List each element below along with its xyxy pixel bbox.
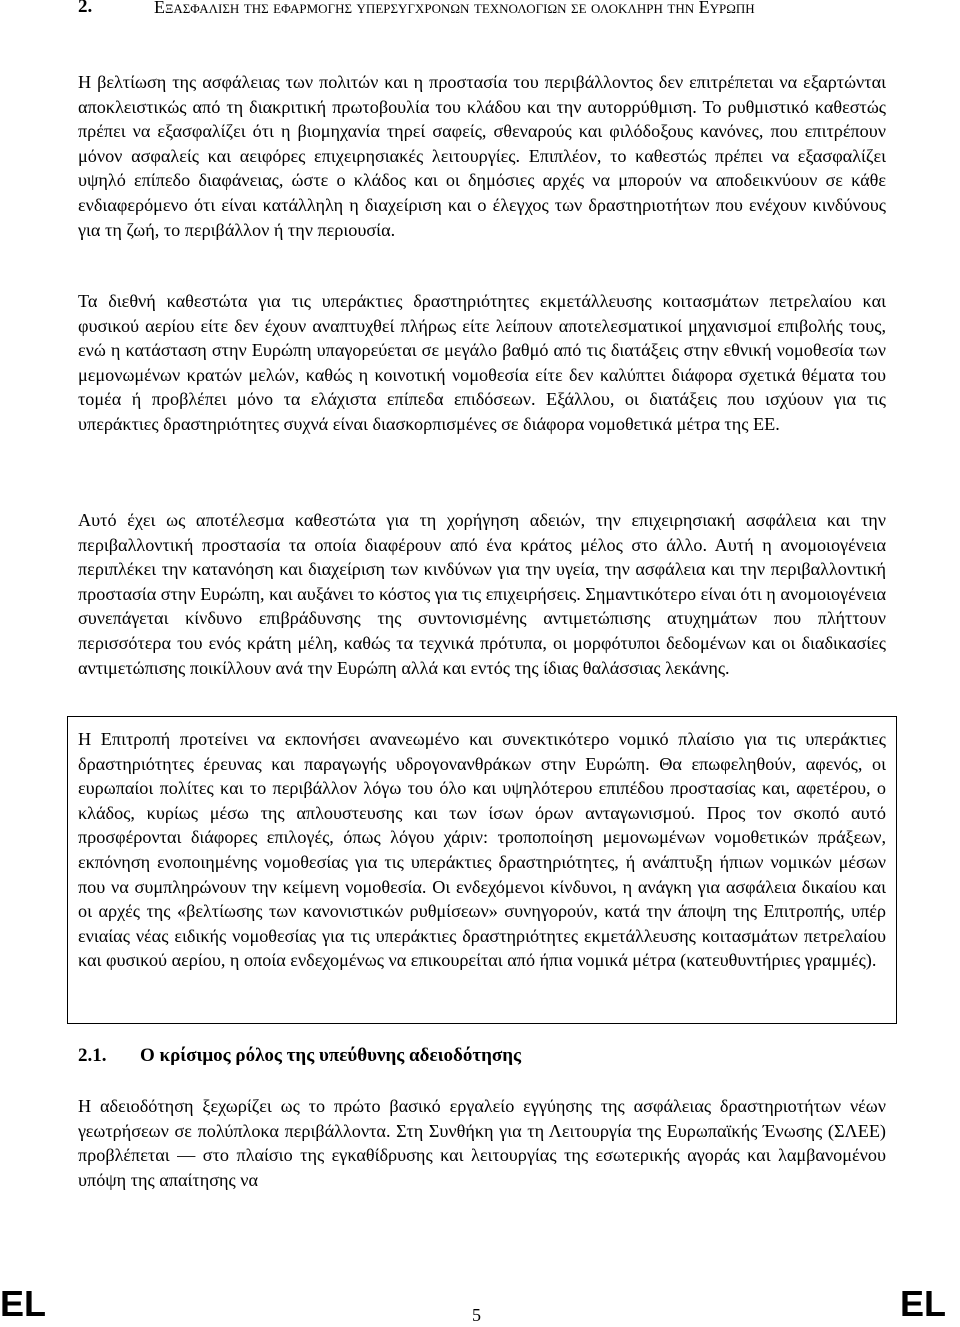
paragraph-2: Τα διεθνή καθεστώτα για τις υπεράκτιες δραστηριότητες εκμετάλλευσης κοιτασμάτων πετρελαίου και φυσικού αερίου είτε δεν έχουν αναπτυχθεί πλήρως είτε λείπουν αποτελεσματικοί μηχανισμοί επιβολής τους, ενώ η κατάσταση στην Ευρώπη υπαγορεύεται σε μεγάλο βαθμό από τις διατάξεις στην εθνική νομοθεσία των μεμονωμένων κρατών μελών, καθώς η κοινοτική νομοθεσία είτε δεν καλύπτει διάφορα σχετικά θέματα του τομέα ή προβλέπει μόνο τα ελάχιστα επίπεδα επιδόσεων. Εξάλλου, οι διατάξεις που ισχύουν για τις υπεράκτιες δραστηριότητες συχνά είναι διασκορπισμένες σε διάφορα νομοθετικά μέτρα της ΕΕ. <box>78 291 886 434</box>
subsection-number: 2.1. <box>78 1045 107 1066</box>
paragraph-1: Η βελτίωση της ασφάλειας των πολιτών και η προστασία του περιβάλλοντος δεν επιτρέπεται να εξαρτώνται αποκλειστικώς από τη διακριτική πρωτοβουλία του κλάδου και την αυτορρύθμιση. Το ρυθμιστικό καθεστώς πρέπει να εξασφαλίζει ότι η βιομηχανία τηρεί σαφείς, σθεναρούς και φιλόδοξους κανόνες, που επιτρέπουν μόνον ασφαλείς και αειφόρες επιχειρησιακές λειτουργίες. Επιπλέον, το καθεστώς πρέπει να εξασφαλίζει υψηλό επίπεδο διαφάνειας, ώστε ο κλάδος και οι δημόσιες αρχές να μπορούν να αποδεικνύουν σε κάθε ενδιαφερόμενο ότι είναι κατάλληλη η διαχείριση και ο έλεγχος των δραστηριοτήτων που ενέχουν κινδύνους για τη ζωή, το περιβάλλον ή την περιουσία. <box>78 72 886 240</box>
section-title: Εξασφαλιση της εφαρμογης υπερσυγχρονων τεχνολογιων σε ολοκληρη την Ευρωπη <box>154 0 755 17</box>
paragraph-3: Αυτό έχει ως αποτέλεσμα καθεστώτα για τη χορήγηση αδειών, την επιχειρησιακή ασφάλεια και την περιβαλλοντική προστασία τα οποία διαφέρουν από ένα κράτος μέλος στο άλλο. Αυτή η ανομοιογένεια περιπλέκει την κατανόηση και διαχείριση των κινδύνων για την υγεία, την ασφάλεια και την περιβαλλοντική προστασία στην Ευρώπη, και αυξάνει το κόστος για τις επιχειρήσεις. Σημαντικότερο είναι ότι η ανομοιογένεια συνεπάγεται κίνδυνο επιβράδυνσης της συντονισμένης αντιμετώπισης ατυχημάτων που πλήττουν περισσότερα του ενός κράτη μέλη, καθώς τα τεχνικά πρότυπα, οι μορφότυποι δεδομένων και οι διαδικασίες αντιμετώπισης ποικίλλουν ανά την Ευρώπη αλλά και εντός της ίδιας θαλάσσιας λεκάνης. <box>78 510 886 678</box>
section-number: 2. <box>78 0 93 17</box>
paragraph-4: Η Επιτροπή προτείνει να εκπονήσει ανανεωμένο και συνεκτικότερο νομικό πλαίσιο για τις υπεράκτιες δραστηριότητες έρευνας και παραγωγής υδρογονανθράκων στην Ευρώπη. Θα επωφεληθούν, αφενός, οι ευρωπαίοι πολίτες και το περιβάλλον λόγω του όλο και υψηλότερου επιπέδου προστασίας και, αφετέρου, ο κλάδος, κυρίως μέσω της απλουστευσης και των ίσων όρων ανταγωνισμού. Προς τον σκοπό αυτό προσφέρονται διάφορες επιλογές, όπως λόγου χάριν: τροποποίηση μεμονωμένων νομοθετικών πράξεων, εκπόνηση ενοποιημένης νομοθεσίας για τις υπεράκτιες δραστηριότητες, ή ανάπτυξη ήπιων νομικών μέσων που να συμπληρώνουν την κείμενη νομοθεσία. Οι ενδεχόμενοι κίνδυνοι, η ανάγκη για ασφάλεια δικαίου και οι αρχές της «βελτίωσης των κανονιστικών ρυθμίσεων» συνηγορούν, κατά την άποψη της Επιτροπής, υπέρ ενιαίας νέας ειδικής νομοθεσίας για τις υπεράκτιες δραστηριότητες εκμετάλλευσης κοιτασμάτων πετρελαίου και φυσικού αερίου, η οποία ενδεχομένως να επικουρείται από ήπια νομικά μέτρα (κατευθυντήριες γραμμές). <box>78 729 886 971</box>
paragraph-5: Η αδειοδότηση ξεχωρίζει ως το πρώτο βασικό εργαλείο εγγύησης της ασφάλειας δραστηριοτήτων νέων γεωτρήσεων σε πολύπλοκα περιβάλλοντα. Στη Συνθήκη για τη Λειτουργία της Ευρωπαϊκής Ένωσης (ΣΛΕΕ) προβλέπεται — στο πλαίσιο της εγκαθίδρυσης και λειτουργίας της εσωτερικής αγοράς και λαμβανομένου υπόψη της απαίτησης να <box>78 1096 886 1190</box>
footer-language-right: EL <box>900 1283 947 1324</box>
page-number: 5 <box>472 1305 481 1325</box>
footer-language-left: EL <box>0 1283 47 1324</box>
subsection-title: Ο κρίσιμος ρόλος της υπεύθυνης αδειοδότησης <box>140 1045 522 1066</box>
